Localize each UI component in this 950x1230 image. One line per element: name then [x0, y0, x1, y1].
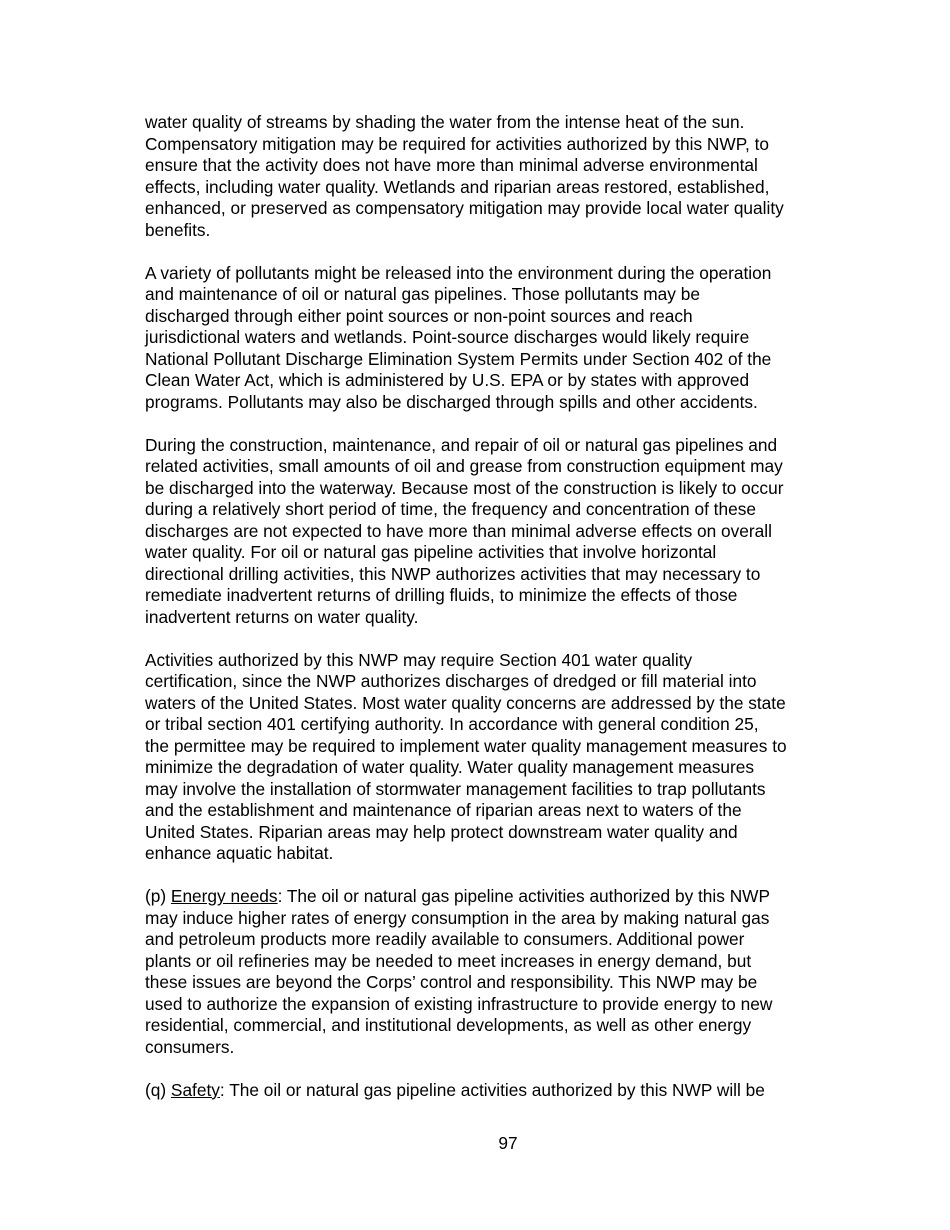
text-line: related activities, small amounts of oil and grease from construction equipment may [145, 456, 783, 476]
text-run: : The oil or natural gas pipeline activities authorized by this NWP will be [219, 1079, 765, 1100]
text-line: during a relatively short period of time, the frequency and concentration of these [145, 499, 756, 519]
text-line: plants or oil refineries may be needed to meet increases in energy demand, but [145, 950, 752, 971]
document-page [145, 112, 845, 1123]
text-line: ensure that the activity does not have more than minimal adverse environmental [145, 155, 758, 175]
text-line: directional drilling activities, this NWP authorizes activities that may necessary to [145, 563, 761, 584]
text-line: minimize the degradation of water quality. Water quality management measures [145, 757, 754, 777]
paragraph-water-quality-mitigation [145, 112, 845, 241]
text-line: consumers. [145, 1036, 235, 1057]
text-line: enhanced, or preserved as compensatory mitigation may provide local water quality [145, 198, 784, 218]
text-line: National Pollutant Discharge Elimination System Permits under Section 402 of the [145, 348, 772, 369]
text-line: A variety of pollutants might be released into the environment during the operation [145, 262, 772, 283]
text-line: water quality of streams by shading the water from the intense heat of the sun. [145, 112, 745, 132]
text-line: the permittee may be required to implement water quality management measures to [145, 735, 787, 756]
text-line: enhance aquatic habitat. [145, 843, 334, 863]
text-line: During the construction, maintenance, and repair of oil or natural gas pipelines and [145, 434, 778, 455]
text-line: be discharged into the waterway. Because most of the construction is likely to occur [145, 477, 784, 498]
text-line: Activities authorized by this NWP may require Section 401 water quality [145, 649, 693, 670]
text-line: waters of the United States. Most water quality concerns are addressed by the state [145, 692, 786, 713]
text-line [145, 886, 845, 908]
text-line: inadvertent returns on water quality. [145, 606, 419, 627]
page-number: 97 [498, 1133, 518, 1153]
text-line: water quality. For oil or natural gas pipeline activities that involve horizontal [145, 542, 717, 562]
text-line: and the establishment and maintenance of riparian areas next to waters of the [145, 800, 742, 820]
text-line: Compensatory mitigation may be required for activities authorized by this NWP, to [145, 133, 770, 154]
text-line: effects, including water quality. Wetlands and riparian areas restored, established, [145, 176, 770, 197]
paragraph-safety [145, 1080, 845, 1102]
text-line: United States. Riparian areas may help protect downstream water quality and [145, 821, 738, 842]
text-line: residential, commercial, and institutional developments, as well as other energy [145, 1015, 752, 1035]
text-line: programs. Pollutants may also be discharged through spills and other accidents. [145, 391, 758, 412]
text-line: and petroleum products more readily available to consumers. Additional power [145, 929, 745, 949]
text-line [145, 1080, 845, 1102]
text-line: these issues are beyond the Corps’ control and responsibility. This NWP may be [145, 972, 758, 992]
text-line: or tribal section 401 certifying authority. In accordance with general condition 25, [145, 714, 759, 734]
text-line: may involve the installation of stormwater management facilities to trap pollutants [145, 778, 766, 799]
paragraph-construction-discharges [145, 435, 845, 629]
text-line: certification, since the NWP authorizes discharges of dredged or fill material into [145, 671, 757, 691]
section-prefix: (q) [145, 1079, 171, 1100]
text-line: benefits. [145, 219, 211, 240]
section-prefix: (p) [145, 886, 171, 906]
section-heading-energy-needs: Energy needs [170, 886, 278, 906]
paragraph-section-401 [145, 650, 845, 865]
paragraph-energy-needs [145, 886, 845, 1058]
text-line: discharges are not expected to have more than minimal adverse effects on overall [145, 520, 772, 541]
section-heading-safety: Safety [170, 1079, 220, 1100]
text-line: may induce higher rates of energy consumption in the area by making natural gas [145, 907, 770, 928]
text-line: and maintenance of oil or natural gas pipelines. Those pollutants may be [145, 284, 700, 304]
text-line: Clean Water Act, which is administered by U.S. EPA or by states with approved [145, 370, 750, 390]
text-line: jurisdictional waters and wetlands. Point-source discharges would likely require [145, 327, 750, 347]
text-line: used to authorize the expansion of existing infrastructure to provide energy to new [145, 993, 773, 1014]
text-run: : The oil or natural gas pipeline activities authorized by this NWP [277, 886, 771, 906]
paragraph-pollutants [145, 263, 845, 414]
text-line: remediate inadvertent returns of drilling fluids, to minimize the effects of those [145, 585, 738, 605]
text-line: discharged through either point sources or non-point sources and reach [145, 305, 693, 326]
